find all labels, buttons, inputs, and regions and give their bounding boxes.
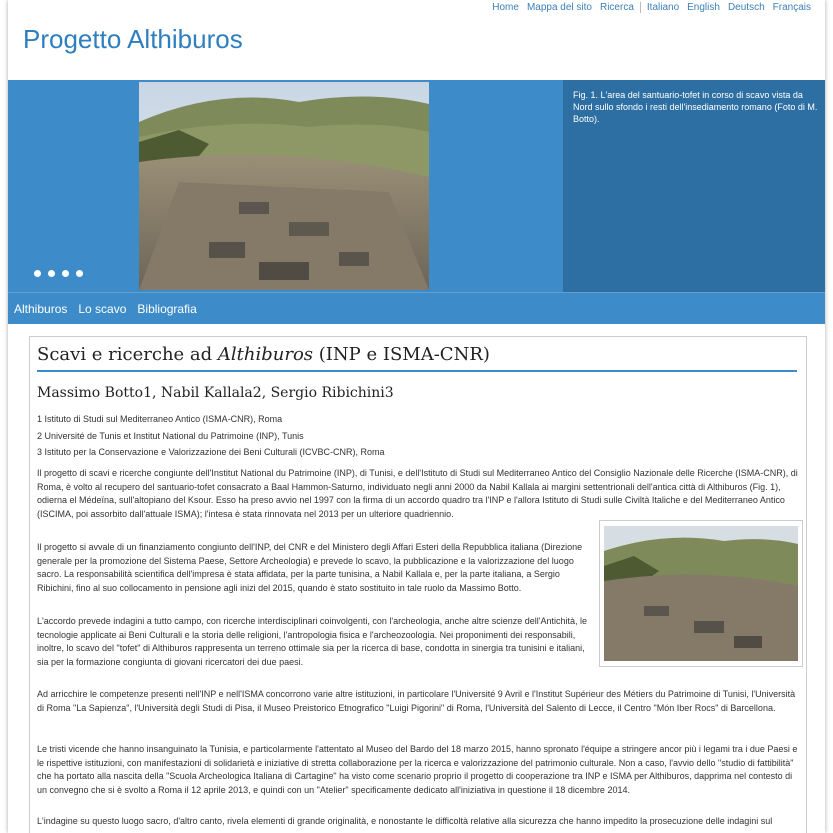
slide-dot[interactable] xyxy=(34,270,41,277)
main-navigation xyxy=(8,292,825,324)
paragraph-5: Le tristi vicende che hanno insanguinato la Tunisia, e particolarmente l'attentato al Museo del Bardo del 18 marzo 2015, hanno spronato l'équipe a stringere ancor più i legami tra i due Paesi e le rispettive istituzioni, con manifestazioni di solidarietà e iniziative di stretta collaborazione per la ricerca e valorizzazione del patrimonio culturale. Non a caso, l'avvio dello "studio di fattibilità" che ha portato alla nascita della "Scuola Archeologica Italiana di Cartagine" ha visto come scenario proprio il progetto di cooperazione tra INP e ISMA per Althiburos, dapprima nel contesto di un convegno che si è svolto a Roma il 12 aprile 2013, e quindi con un "Atelier" specificamente dedicato all'iniziativa in questione il 18 dicembre 2014. xyxy=(37,744,798,795)
article-title-suffix: (INP e ISMA-CNR) xyxy=(313,344,490,365)
paragraph-2: Il progetto si avvale di un finanziamento congiunto dell'INP, del CNR e del Ministero degli Affari Esteri della Repubblica italiana (Direzione generale per la promozione del Sistema Paese, Settore Archeologia) e prevede lo scavo, la pubblicazione e la valorizzazione del luogo sacro. La responsabilità scientifica dell'impresa è stata affidata, per la parte tunisina, a Nabil Kallala e, per la parte italiana, a Sergio Ribichini, fino al suo collocamento in pensione agli inizi del 2015, quando è stato sostituito in tale ruolo da Massimo Botto. xyxy=(37,542,583,593)
lang-francais-link[interactable]: Français xyxy=(772,2,811,13)
slide-dot[interactable] xyxy=(76,270,83,277)
paragraph-3: L'accordo prevede indagini a tutto campo, con ricerche interdisciplinari coinvolgenti, con l'archeologia, anche altre scienze dell'Antichità, le tecnologie applicate ai Beni Culturali e la storia delle religioni, l'antropologia fisica e l'archeozoologia. Nei proponimenti dei responsabili, inoltre, lo scavo del "tofet" di Althiburos rappresenta un terreno ottimale sia per la ricerca di base, condotta in sinergia tra tunisini e italiani, sia per la formazione congiunta di giovani ricercatori dei due paesi. xyxy=(37,616,587,667)
photo-caption: Fig. 1. L'area del santuario-tofet in corso di scavo vista da Nord sullo sfondo i resti dell'insediamento romano (Foto di M. Botto). xyxy=(573,90,818,124)
site-title[interactable]: Progetto Althiburos xyxy=(23,24,243,54)
menu-bibliografia[interactable]: Bibliografia xyxy=(137,301,197,316)
nav-sitemap-link[interactable]: Mappa del sito xyxy=(526,2,592,13)
nav-search-link[interactable]: Ricerca xyxy=(599,2,634,13)
top-navigation xyxy=(488,2,815,13)
menu-althiburos[interactable]: Althiburos xyxy=(14,301,68,316)
caption-panel xyxy=(563,80,825,292)
nav-home-link[interactable]: Home xyxy=(492,2,519,13)
affiliation-3: 3 Istituto per la Conservazione e Valorizzazione dei Beni Culturali (ICVBC-CNR), Roma xyxy=(37,447,385,457)
affiliation-1: 1 Istituto di Studi sul Mediterraneo Antico (ISMA-CNR), Roma xyxy=(37,414,283,424)
lang-deutsch-link[interactable]: Deutsch xyxy=(727,2,765,13)
thumbnail-figure[interactable] xyxy=(599,520,803,667)
slide-dot[interactable] xyxy=(62,270,69,277)
article-content xyxy=(29,336,807,833)
lang-english-link[interactable]: English xyxy=(687,2,720,13)
page-frame xyxy=(8,0,825,833)
menu-lo-scavo[interactable]: Lo scavo xyxy=(78,301,127,316)
slide-indicators xyxy=(34,270,83,277)
article-title xyxy=(37,344,797,372)
article-title-em: Althiburos xyxy=(217,344,314,365)
paragraph-6: L'indagine su questo luogo sacro, d'altro canto, rivela elementi di grande originalità, e nonostante le difficoltà relative alla sicurezza che hanno impedito la prosecuzione delle indagini sul xyxy=(37,816,773,826)
paragraph-4: Ad arricchire le competenze presenti nell'INP e nell'ISMA concorrono varie altre istituzioni, in particolare l'Université 9 Avril e l'Institut Supérieur des Métiers du Patrimoine di Tunisi, l'Università di Roma "La Sapienza", l'Università degli Studi di Pisa, il Museo Preistorico Etnografico "Luigi Pigorini" di Roma, l'Università del Salento di Lecce, il Centro "Món Iber Rocs" di Barcellona. xyxy=(37,689,796,713)
lang-italiano-link[interactable]: Italiano xyxy=(640,2,683,13)
article-title-prefix: Scavi e ricerche ad xyxy=(37,344,218,365)
hero-excavation-photo xyxy=(139,82,429,290)
paragraph-1: Il progetto di scavi e ricerche congiunte dell'Institut National du Patrimoine (INP), di Tunisi, e dell'Istituto di Studi sul Mediterraneo Antico del Consiglio Nazionale delle Ricerche (ISMA-CNR), di Roma, è volto al recupero del santuario-tofet consacrato a Baal Hammon-Saturno, individuato negli anni 2000 da Nabil Kallala ai margini settentrionali dell'antica città di Althiburos (Fig. 1), odierna el Médeïna, sull'altopiano del Ksour. Esso ha preso avvio nel 1997 con la firma di un accordo quadro tra l'INP e l'allora Istituto di Studi sulle Civiltà Italiche e del Mediterraneo Antico (ISCIMA, poi assorbito dall'attuale ISMA); l'intesa è stata rinnovata nel 2013 per un ulteriore quadriennio. xyxy=(37,468,798,519)
affiliation-2: 2 Université de Tunis et Institut National du Patrimoine (INP), Tunis xyxy=(37,431,304,441)
banner xyxy=(8,80,825,292)
slide-dot[interactable] xyxy=(48,270,55,277)
thumbnail-photo xyxy=(604,526,798,661)
article-authors: Massimo Botto1, Nabil Kallala2, Sergio Ribichini3 xyxy=(37,385,394,401)
